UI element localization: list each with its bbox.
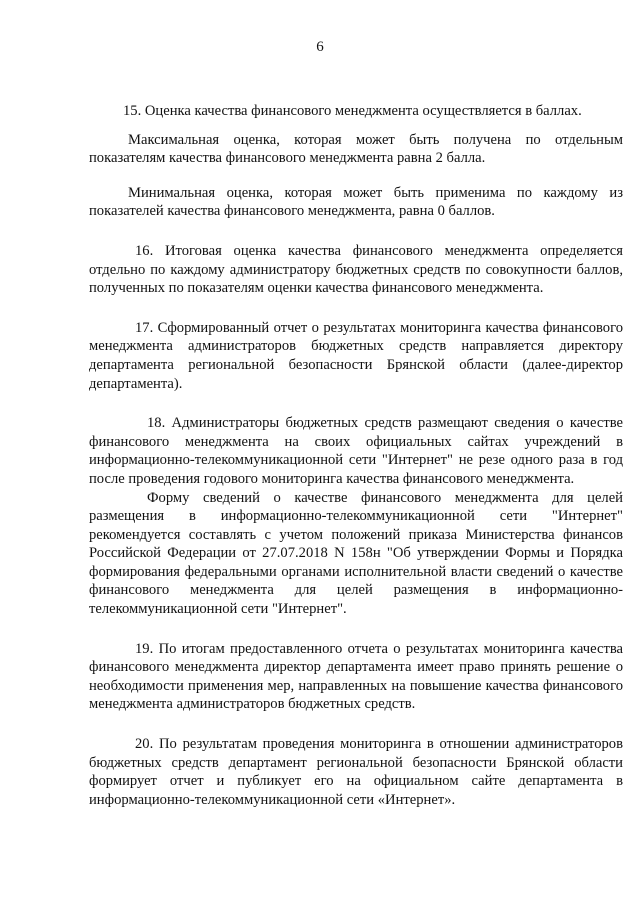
paragraph-20: 20. По результатам проведения мониторинга в отношении администраторов бюджетных средств департамент региональной безопасности Брянской области формирует отчет и публикует его на официальном сайте департамента в информационно-телекоммуникационной сети «Интернет».: [89, 736, 623, 808]
paragraph-min-score: Минимальная оценка, которая может быть применима по каждому из показателей качества финансового менеджмента, равна 0 баллов.: [89, 184, 623, 220]
paragraph-19: 19. По итогам предоставленного отчета о результатах мониторинга качества финансового менеджмента директор департамента имеет право принять решение о необходимости применения мер, направленных на повышение качества финансового менеджмента администраторов бюджетных средств.: [89, 640, 623, 713]
paragraph-18-form: Форму сведений о качестве финансового менеджмента для целей размещения в информационно-телекоммуникационной сети "Интернет" рекомендуется составлять с учетом положений приказа Министерства финансов Российской Федерации от 27.07.2018 N 158н "Об утверждении Формы и Порядка формирования федеральными органами исполнительной власти сведений о качестве финансового менеджмента для целей размещения в информационно-телекоммуникационной сети "Интернет".: [89, 489, 623, 618]
paragraph-18: 18. Администраторы бюджетных средств размещают сведения о качестве финансового менеджмента на своих официальных сайтах учреждений в информационно-телекоммуникационной сети "Интернет" не резе одного раза в год после проведения годового мониторинга качества финансового менеджмента.: [89, 415, 623, 487]
paragraph-16: 16. Итоговая оценка качества финансового менеджмента определяется отдельно по каждому администратору бюджетных средств по совокупности баллов, полученных по показателям оценки качества финансового менеджмента.: [89, 242, 623, 297]
paragraph-max-score: Максимальная оценка, которая может быть получена по отдельным показателям качества финансового менеджмента равна 2 балла.: [89, 131, 623, 167]
document-body: [89, 102, 623, 809]
paragraph-17: 17. Сформированный отчет о результатах мониторинга качества финансового менеджмента администраторов бюджетных средств направляется директору департамента региональной безопасности Брянской области (далее-директор департамента).: [89, 319, 623, 392]
page-number: 6: [316, 39, 324, 55]
paragraph-15: 15. Оценка качества финансового менеджмента осуществляется в баллах.: [123, 103, 582, 119]
